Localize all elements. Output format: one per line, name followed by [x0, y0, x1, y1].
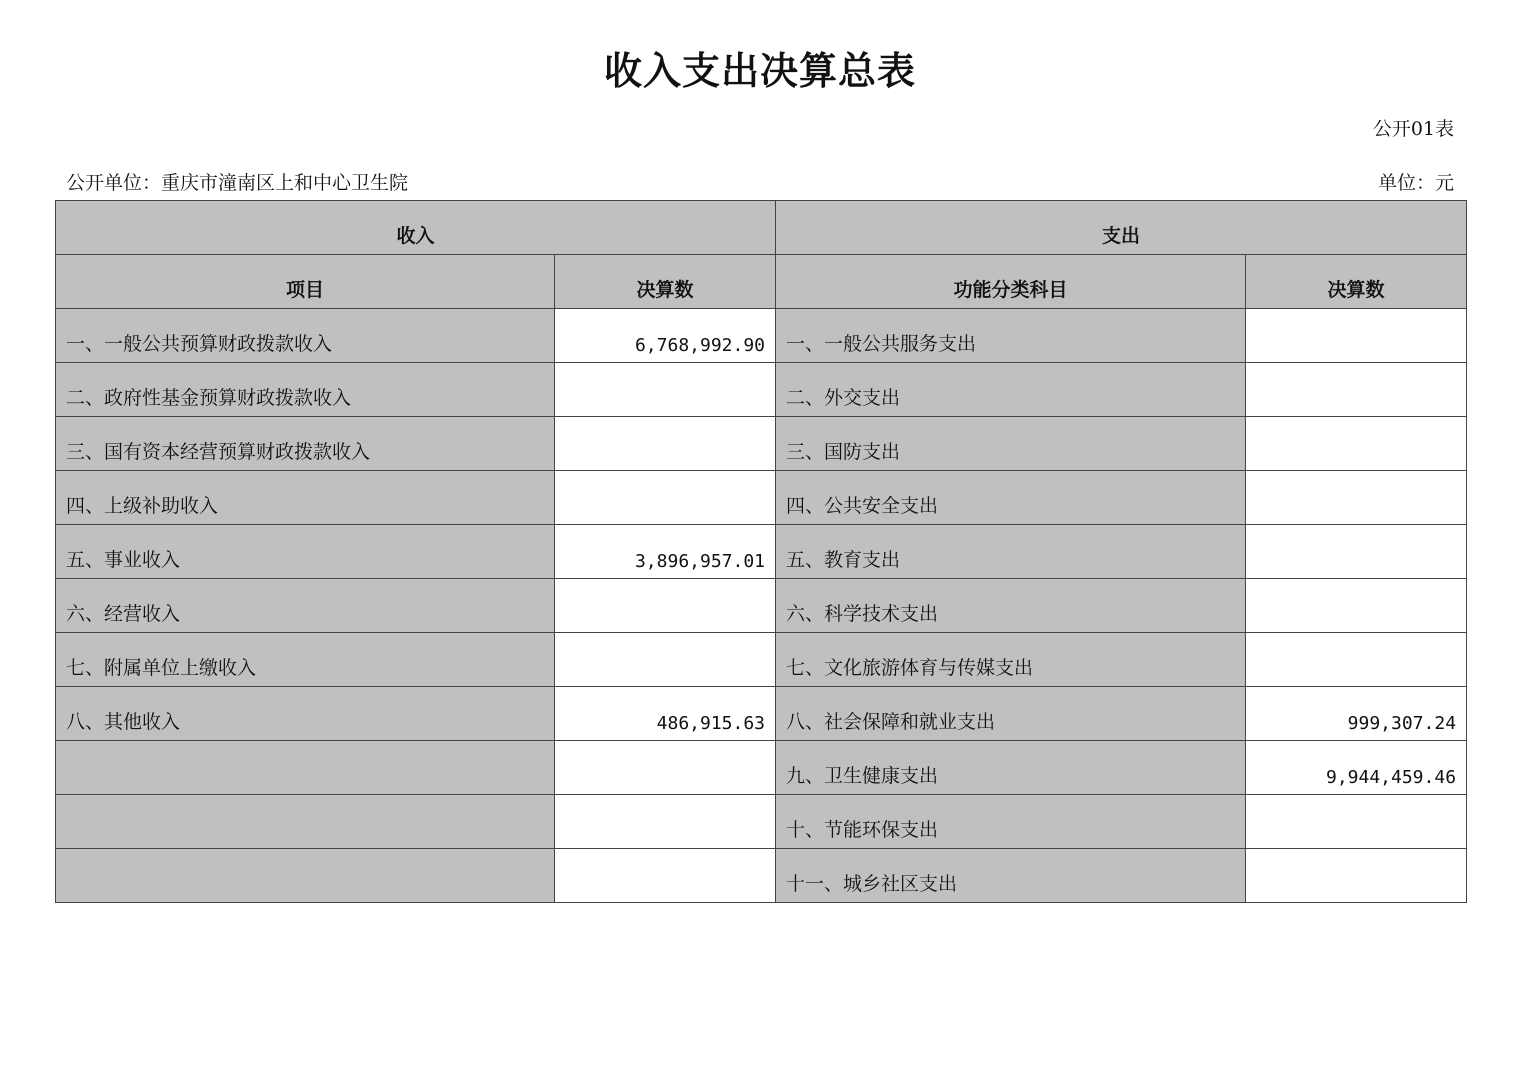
expense-item-cell: 七、文化旅游体育与传媒支出: [776, 633, 1246, 687]
table-row: [56, 633, 1467, 687]
income-amount-cell: [555, 741, 776, 795]
table-row: [56, 849, 1467, 903]
income-amount-cell: 486,915.63: [555, 687, 776, 741]
expense-item-cell: 二、外交支出: [776, 363, 1246, 417]
expense-item-cell: 八、社会保障和就业支出: [776, 687, 1246, 741]
expense-item-cell: 一、一般公共服务支出: [776, 309, 1246, 363]
income-amount-cell: [555, 795, 776, 849]
unit-label: 单位：元: [1377, 172, 1454, 194]
income-item-cell: [56, 849, 555, 903]
expense-amount-cell: [1246, 363, 1467, 417]
table-row: [56, 741, 1467, 795]
income-amount-cell: [555, 417, 776, 471]
table-row: [56, 795, 1467, 849]
income-amount-cell: [555, 849, 776, 903]
table-row: [56, 687, 1467, 741]
expense-amount-cell: [1246, 525, 1467, 579]
col-income-amount: 决算数: [555, 255, 776, 309]
table-row: [56, 525, 1467, 579]
page-title: 收入支出决算总表: [603, 48, 916, 93]
income-amount-cell: [555, 633, 776, 687]
income-expense-table: [55, 200, 1467, 903]
col-income-item: 项目: [56, 255, 555, 309]
col-expense-item: 功能分类科目: [776, 255, 1246, 309]
expense-item-cell: 十、节能环保支出: [776, 795, 1246, 849]
income-item-cell: [56, 741, 555, 795]
income-item-cell: 七、附属单位上缴收入: [56, 633, 555, 687]
column-header-row: [56, 255, 1467, 309]
expense-amount-cell: [1246, 579, 1467, 633]
table-row: [56, 579, 1467, 633]
table-row: [56, 309, 1467, 363]
expense-amount-cell: [1246, 633, 1467, 687]
unit-row: [66, 168, 1454, 196]
income-item-cell: 一、一般公共预算财政拨款收入: [56, 309, 555, 363]
expense-amount-cell: [1246, 471, 1467, 525]
income-amount-cell: [555, 579, 776, 633]
col-expense-amount: 决算数: [1246, 255, 1467, 309]
table-row: [56, 471, 1467, 525]
income-item-cell: 三、国有资本经营预算财政拨款收入: [56, 417, 555, 471]
income-amount-cell: [555, 363, 776, 417]
expense-amount-cell: 9,944,459.46: [1246, 741, 1467, 795]
org-label: 公开单位：重庆市潼南区上和中心卫生院: [66, 172, 409, 194]
expense-amount-cell: [1246, 309, 1467, 363]
income-item-cell: 八、其他收入: [56, 687, 555, 741]
expense-item-cell: 五、教育支出: [776, 525, 1246, 579]
form-number: 公开01表: [1372, 118, 1454, 140]
expense-item-cell: 十一、城乡社区支出: [776, 849, 1246, 903]
income-header: 收入: [56, 201, 776, 255]
expense-item-cell: 三、国防支出: [776, 417, 1246, 471]
expense-amount-cell: [1246, 795, 1467, 849]
expense-item-cell: 四、公共安全支出: [776, 471, 1246, 525]
income-item-cell: 五、事业收入: [56, 525, 555, 579]
expense-amount-cell: [1246, 417, 1467, 471]
income-amount-cell: 3,896,957.01: [555, 525, 776, 579]
expense-item-cell: 九、卫生健康支出: [776, 741, 1246, 795]
expense-amount-cell: [1246, 849, 1467, 903]
group-header-row: [56, 201, 1467, 255]
income-item-cell: 四、上级补助收入: [56, 471, 555, 525]
income-item-cell: 二、政府性基金预算财政拨款收入: [56, 363, 555, 417]
income-item-cell: [56, 795, 555, 849]
expense-item-cell: 六、科学技术支出: [776, 579, 1246, 633]
income-item-cell: 六、经营收入: [56, 579, 555, 633]
expense-amount-cell: 999,307.24: [1246, 687, 1467, 741]
table-row: [56, 363, 1467, 417]
table-row: [56, 417, 1467, 471]
income-amount-cell: 6,768,992.90: [555, 309, 776, 363]
income-amount-cell: [555, 471, 776, 525]
expense-header: 支出: [776, 201, 1467, 255]
